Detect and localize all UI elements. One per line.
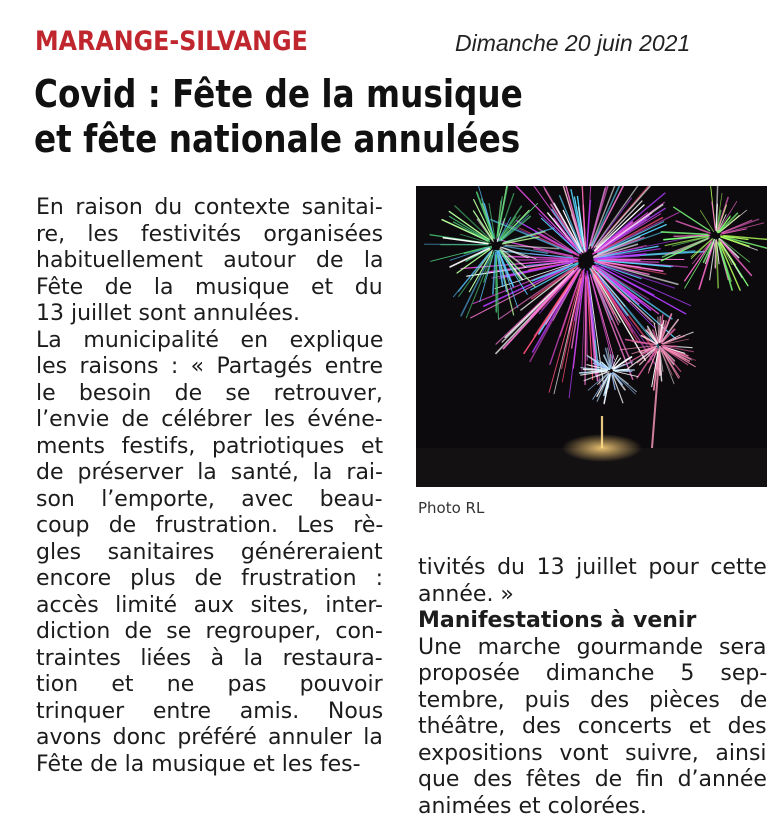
body-line: 13 juillet sont annulées. <box>36 301 300 326</box>
body-line: théâtre, des concerts et des <box>418 714 767 739</box>
body-line: accès limité aux sites, inter- <box>36 592 383 618</box>
photo-credit: Photo RL <box>418 499 485 517</box>
body-line: avons donc préféré annuler la <box>36 725 383 750</box>
body-line: Fête de la musique et du <box>36 274 383 300</box>
body-line: ments festifs, patriotiques et <box>36 433 384 459</box>
body-line: coup de frustration. Les rè- <box>36 513 384 538</box>
body-line: tivités du 13 juillet pour cette <box>418 555 767 580</box>
body-line: animées et colorées. <box>418 793 647 819</box>
section-kicker: MARANGE-SILVANGE <box>35 26 308 57</box>
body-line: les raisons : « Partagés entre <box>36 354 383 379</box>
body-line: l’envie de célébrer les événe- <box>36 407 383 432</box>
article-headline <box>34 72 523 162</box>
body-line: gles sanitaires généreraient <box>36 539 383 565</box>
body-line: le besoin de se retrouver, <box>36 380 383 406</box>
body-line: que des fêtes de fin d’année <box>418 767 767 792</box>
body-line: habituellement autour de la <box>36 248 384 273</box>
subheading: Manifestations à venir <box>418 608 697 633</box>
publication-date: Dimanche 20 juin 2021 <box>455 30 691 56</box>
body-line: proposée dimanche 5 sep- <box>418 661 768 686</box>
body-line: trinquer entre amis. Nous <box>36 698 384 724</box>
headline-line-2: et fête nationale annulées <box>34 117 521 161</box>
body-line: re, les festivités organisées <box>36 221 384 247</box>
body-line: traintes liées à la restaura- <box>36 645 383 671</box>
body-line: En raison du contexte sanitai- <box>36 195 383 220</box>
article-body-left-column <box>36 195 383 778</box>
article-body-right-column <box>418 555 767 820</box>
body-line: tion et ne pas pouvoir <box>36 672 383 697</box>
body-line: La municipalité en explique <box>36 327 384 353</box>
body-line: Fête de la musique et les fes- <box>36 751 361 777</box>
headline-line-1: Covid : Fête de la musique <box>34 72 523 116</box>
body-line: encore plus de frustration : <box>36 566 383 591</box>
fireworks-image <box>416 186 767 487</box>
fireworks-photo <box>416 186 767 487</box>
body-line: son l’emporte, avec beau- <box>36 486 383 512</box>
body-line: de préserver la santé, la rai- <box>36 460 383 485</box>
body-line: tembre, puis des pièces de <box>418 687 768 713</box>
body-line: expositions vont suivre, ainsi <box>418 740 767 766</box>
body-line: diction de se regrouper, con- <box>36 619 383 644</box>
body-line: Une marche gourmande sera <box>418 634 767 660</box>
body-line: année. » <box>418 581 514 607</box>
